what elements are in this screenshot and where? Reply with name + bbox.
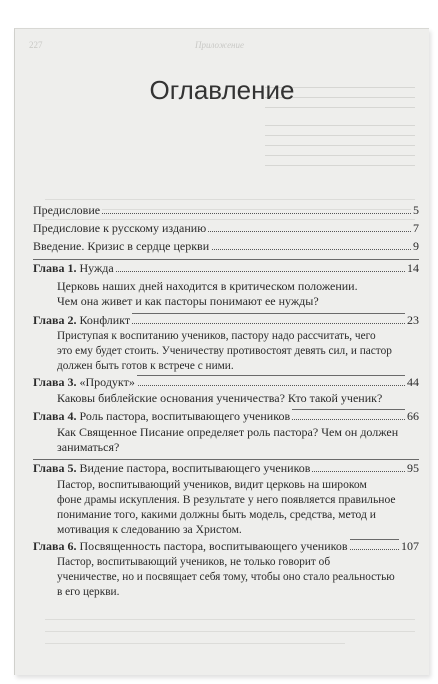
- entry-page: 44: [407, 375, 419, 389]
- summary-line: это ему будет стоить. Ученичеству противостоят девять сил, и пастор: [57, 345, 392, 357]
- entry-page: 5: [413, 203, 419, 217]
- toc-entry-preface[interactable]: [33, 203, 419, 217]
- book-page: [14, 28, 429, 675]
- chapter-title: Посвященность пастора, воспитывающего учеников: [79, 539, 348, 553]
- chapter-1-summary: [57, 279, 411, 309]
- entry-page: 9: [413, 239, 419, 253]
- summary-line: Каковы библейские основания ученичества? Кто такой ученик?: [57, 391, 383, 405]
- toc-entry-chapter-3[interactable]: [33, 375, 419, 389]
- chapter-3-summary: [57, 391, 411, 406]
- entry-page: 23: [407, 313, 419, 327]
- chapter-title: Роль пастора, воспитывающего учеников: [79, 409, 291, 423]
- toc-entry-introduction[interactable]: [33, 239, 419, 253]
- chapter-number: Глава 6.: [33, 539, 77, 553]
- chapter-6-summary: [57, 555, 411, 600]
- summary-line: Пастор, воспитывающий учеников, видит церковь на широком: [57, 478, 367, 491]
- chapter-2-summary: [57, 329, 411, 374]
- entry-page: 95: [407, 461, 419, 475]
- summary-line: фоне драмы искупления. В результате у него появляется правильное: [57, 493, 396, 506]
- entry-page: 14: [407, 261, 419, 275]
- summary-line: должен быть готов к встрече с ними.: [57, 360, 234, 372]
- entry-page: 107: [401, 539, 419, 553]
- chapter-title: Нужда: [79, 261, 114, 275]
- entry-label: Предисловие к русскому изданию: [33, 221, 207, 235]
- page-number: 227: [29, 40, 43, 50]
- summary-line: Как Священное Писание определяет роль пастора? Чем он должен: [57, 425, 399, 439]
- toc-entry-chapter-4[interactable]: [33, 409, 419, 423]
- summary-line: заниматься?: [57, 440, 120, 454]
- chapter-number: Глава 1.: [33, 261, 77, 275]
- summary-line: в его церкви.: [57, 586, 120, 598]
- chapter-title: Видение пастора, воспитывающего учеников: [79, 461, 311, 475]
- summary-line: Приступая к воспитанию учеников, пастору надо рассчитать, чего: [57, 330, 376, 342]
- entry-page: 66: [407, 409, 419, 423]
- summary-line: Церковь наших дней находится в критическом положении.: [57, 279, 358, 293]
- toc-title: Оглавление: [149, 75, 295, 105]
- chapter-number: Глава 5.: [33, 461, 77, 475]
- chapter-number: Глава 2.: [33, 313, 77, 327]
- summary-line: мотивация к следованию за Христом.: [57, 523, 242, 536]
- divider: [33, 259, 419, 260]
- toc-entry-chapter-2[interactable]: [33, 313, 419, 327]
- divider: [33, 459, 419, 460]
- summary-line: Пастор, воспитывающий учеников, не только говорит об: [57, 556, 331, 568]
- summary-line: ученичестве, но и посвящает себя тому, чтобы оно стало реальностью: [57, 571, 395, 583]
- chapter-number: Глава 3.: [33, 375, 77, 389]
- toc-entry-preface-russian[interactable]: [33, 221, 419, 235]
- chapter-4-summary: [57, 425, 411, 455]
- chapter-5-summary: [57, 477, 411, 537]
- entry-label: Введение. Кризис в сердце церкви: [33, 239, 210, 253]
- toc-entry-chapter-1[interactable]: [33, 261, 419, 275]
- entry-page: 7: [413, 221, 419, 235]
- chapter-title: «Продукт»: [79, 375, 135, 389]
- toc-entry-chapter-6[interactable]: [33, 539, 419, 553]
- chapter-number: Глава 4.: [33, 409, 77, 423]
- chapter-title: Конфликт: [79, 313, 131, 327]
- toc-entry-chapter-5[interactable]: [33, 461, 419, 475]
- entry-label: Предисловие: [33, 203, 101, 217]
- summary-line: понимание того, какими должны быть модель, средства, метод и: [57, 508, 376, 521]
- running-title: Приложение: [195, 40, 245, 50]
- summary-line: Чем она живет и как пасторы понимают ее нужды?: [57, 294, 319, 308]
